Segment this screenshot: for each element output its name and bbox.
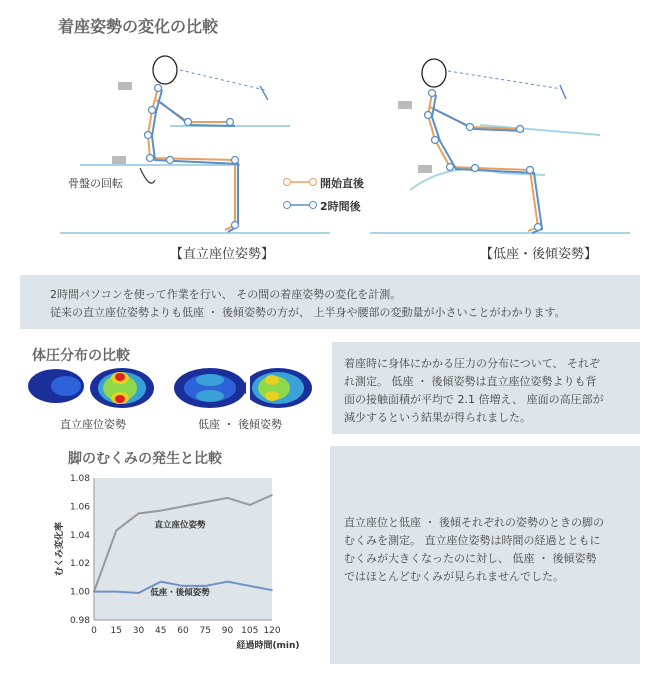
data-point-0-5 bbox=[204, 501, 206, 503]
posture-section-title: 着座姿勢の変化の比較 bbox=[58, 17, 219, 36]
pressure-text-line1: 着座時に身体にかかる圧力の分布について、 それぞ bbox=[344, 357, 601, 370]
pressure-map-upright bbox=[26, 366, 156, 410]
posture-description-line1: 2時間パソコンを使って作業を行い、 その間の着座姿勢の変化を計測。 bbox=[50, 288, 402, 301]
posture-legend-start-marker bbox=[283, 177, 317, 187]
y-tick-label: 1.00 bbox=[69, 587, 90, 598]
posture-illustration-low bbox=[370, 55, 630, 240]
data-point-1-6 bbox=[227, 581, 229, 583]
data-point-1-1 bbox=[115, 591, 117, 593]
data-point-0-4 bbox=[182, 506, 184, 508]
x-tick-label: 45 bbox=[155, 626, 167, 636]
x-tick-label: 30 bbox=[132, 626, 145, 636]
x-tick-label: 75 bbox=[199, 626, 211, 636]
data-point-0-8 bbox=[271, 494, 273, 496]
pressure-section-title: 体圧分布の比較 bbox=[32, 348, 130, 364]
pelvis-rotation-label: 骨盤の回転 bbox=[68, 177, 123, 190]
caption-upright: 【直立座位姿勢】 bbox=[170, 247, 275, 262]
data-point-1-5 bbox=[204, 585, 206, 587]
x-axis-label: 経過時間(min) bbox=[236, 641, 300, 651]
pressure-text-line3: 面の接触面積が平均で 2.1 倍増え、 座面の高圧部が bbox=[344, 393, 604, 406]
x-tick-label: 120 bbox=[263, 626, 281, 636]
y-tick-label: 1.06 bbox=[69, 502, 90, 513]
y-tick-label: 1.04 bbox=[69, 530, 90, 541]
data-point-0-6 bbox=[227, 497, 229, 499]
chart-plot-area bbox=[94, 478, 272, 620]
data-point-0-2 bbox=[138, 513, 140, 515]
x-tick-label: 90 bbox=[221, 626, 234, 636]
pressure-description-panel bbox=[332, 342, 640, 434]
data-point-1-8 bbox=[271, 589, 273, 591]
pressure-label-low: 低座 ・ 後傾姿勢 bbox=[198, 418, 282, 431]
data-point-0-3 bbox=[160, 510, 162, 512]
series-label-upright: 直立座位姿勢 bbox=[154, 520, 206, 531]
y-axis-label: むくみ変化率 bbox=[55, 521, 65, 577]
posture-illustration-upright bbox=[60, 40, 330, 240]
y-tick-label: 1.08 bbox=[69, 474, 90, 484]
posture-legend-2h-marker bbox=[283, 200, 317, 210]
pressure-text-line2: れ測定。 低座 ・ 後傾姿勢は直立座位姿勢よりも背 bbox=[344, 375, 597, 388]
x-tick-label: 60 bbox=[177, 626, 189, 636]
data-point-1-3 bbox=[160, 581, 162, 583]
swelling-description-panel bbox=[330, 446, 640, 664]
legend-2h-label: 2時間後 bbox=[320, 200, 361, 213]
caption-low: 【低座・後傾姿勢】 bbox=[480, 247, 598, 262]
data-point-1-7 bbox=[249, 585, 251, 587]
data-point-0-1 bbox=[115, 530, 117, 532]
swelling-text-line4: ではほとんどむくみが見られませんでした。 bbox=[344, 570, 564, 583]
pressure-text-line4: 減少するという結果が得られました。 bbox=[344, 411, 531, 424]
x-tick-label: 105 bbox=[241, 626, 259, 636]
y-tick-label: 0.98 bbox=[69, 616, 90, 626]
legend-start-label: 開始直後 bbox=[320, 177, 364, 190]
swelling-line-chart bbox=[40, 468, 300, 658]
x-tick-label: 0 bbox=[91, 626, 97, 636]
swelling-text-line2: むくみを測定。 直立座位姿勢は時間の経過とともに bbox=[344, 534, 601, 547]
x-tick-label: 15 bbox=[110, 626, 122, 636]
swelling-text-line1: 直立座位と低座 ・ 後傾それぞれの姿勢のときの脚の bbox=[344, 516, 604, 529]
posture-description-line2: 従来の直立座位姿勢よりも低座 ・ 後傾姿勢の方が、 上半身や腰部の変動量が小さいことがわかります。 bbox=[50, 306, 566, 319]
swelling-text-line3: むくみが大きくなったのに対し、 低座 ・ 後傾姿勢 bbox=[344, 552, 597, 565]
data-point-1-4 bbox=[182, 585, 184, 587]
data-point-0-7 bbox=[249, 504, 251, 506]
series-label-low: 低座・後傾姿勢 bbox=[150, 588, 210, 599]
y-tick-label: 1.02 bbox=[69, 559, 90, 570]
data-point-1-0 bbox=[93, 591, 95, 593]
data-point-1-2 bbox=[138, 592, 140, 594]
posture-description-panel bbox=[20, 275, 640, 329]
swelling-section-title: 脚のむくみの発生と比較 bbox=[68, 451, 222, 467]
pressure-label-upright: 直立座位姿勢 bbox=[60, 418, 126, 431]
pressure-map-low bbox=[174, 366, 314, 410]
